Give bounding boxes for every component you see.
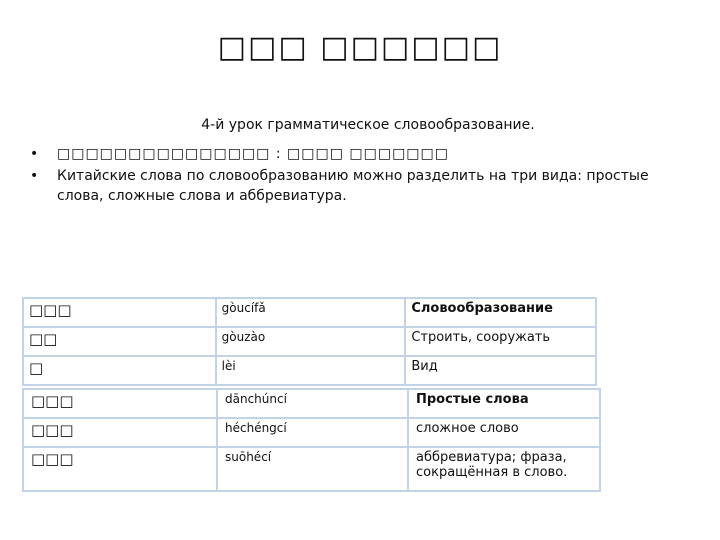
translation-cell: сложное слово (408, 418, 600, 447)
pinyin-cell: gòucífǎ (216, 298, 406, 327)
translation-cell: Простые слова (408, 389, 600, 418)
table-row (23, 447, 600, 491)
bullet-list (30, 144, 690, 208)
hanzi-cell: □□□ (23, 389, 217, 418)
hanzi-cell: □ (23, 356, 216, 385)
pinyin-cell: gòuzào (216, 327, 406, 356)
table-row (23, 389, 600, 418)
vocabulary-table-2 (22, 388, 601, 492)
pinyin-cell: lèi (216, 356, 406, 385)
hanzi-cell: □□ (23, 327, 216, 356)
pinyin-cell: héchéngcí (217, 418, 408, 447)
hanzi-cell: □□□ (23, 298, 216, 327)
translation-cell: Вид (405, 356, 596, 385)
hanzi-cell: □□□ (23, 418, 217, 447)
translation-cell: Словообразование (405, 298, 596, 327)
pinyin-cell: suōhécí (217, 447, 408, 491)
slide-title: □□□ □□□□□□ (217, 30, 503, 65)
translation-cell: аббревиатура; фраза, сокращённая в слово. (408, 447, 600, 491)
table-row (23, 298, 596, 327)
table-row (23, 356, 596, 385)
table-row (23, 327, 596, 356)
bullet-item: • Китайские слова по словообразованию можно разделить на три вида: простые слова, сложные слова и аббревиатура. (30, 166, 690, 206)
bullet-item: • □□□□□□□□□□□□□□□ : □□□□ □□□□□□□ (30, 144, 690, 164)
translation-cell: Строить, сооружать (405, 327, 596, 356)
hanzi-cell: □□□ (23, 447, 217, 491)
pinyin-cell: dānchúncí (217, 389, 408, 418)
table-row (23, 418, 600, 447)
slide-subtitle: 4-й урок грамматическое словообразование. (201, 117, 535, 133)
vocabulary-table-1 (22, 297, 597, 386)
